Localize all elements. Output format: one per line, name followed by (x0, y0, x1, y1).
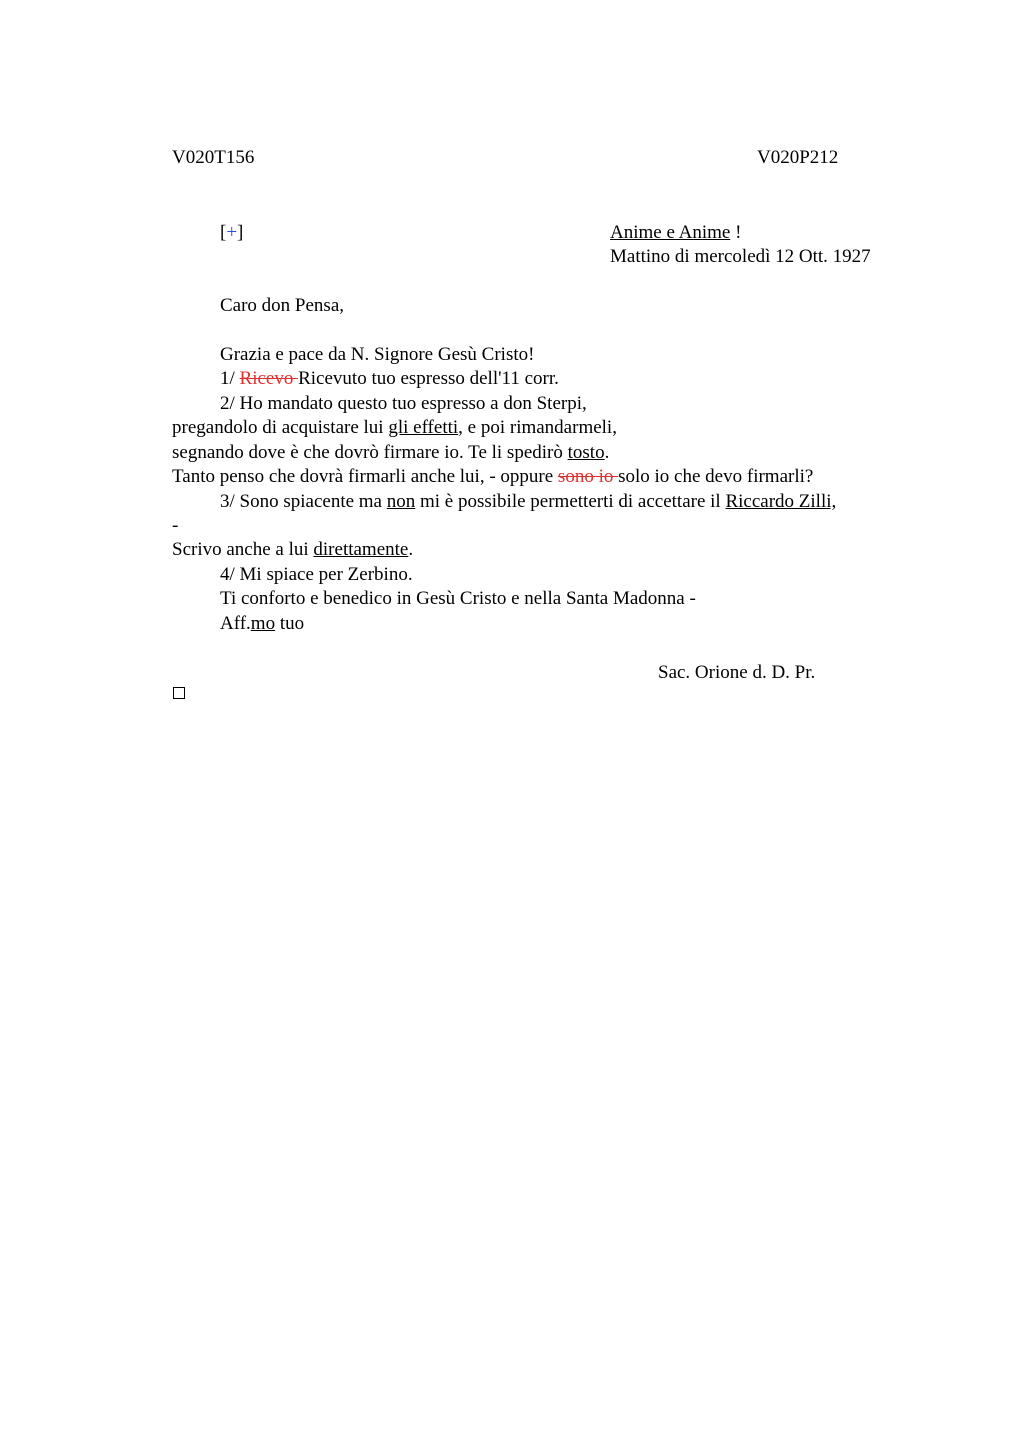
cross-marker (220, 221, 243, 245)
p2-line4-deleted-text: sono io (557, 466, 619, 487)
p3-pre: 3/ Sono spiacente ma (220, 491, 387, 512)
end-of-document-box-icon (173, 687, 185, 699)
paragraph-3-line-1 (220, 490, 836, 514)
cross-symbol: + (226, 222, 238, 243)
p2-line4-post: solo io che devo firmarli? (618, 466, 814, 487)
closing-aff-post: tuo (275, 613, 305, 634)
p2-line3-pre: segnando dove è che dovrò firmare io. Te li spedirò (172, 442, 568, 463)
header-left-code: V020T156 (172, 147, 255, 168)
p3-underlined-non: non (386, 491, 416, 512)
cross-close: ] (237, 222, 244, 243)
p1-deleted-text: Ricevo (239, 368, 299, 389)
p2-line3-underlined: tosto (567, 442, 605, 463)
closing-blessing: Ti conforto e benedico in Gesù Cristo e nella Santa Madonna - (220, 588, 696, 609)
p1-text: Ricevuto tuo espresso dell'11 corr. (298, 368, 559, 389)
paragraph-3-line-2 (172, 538, 413, 562)
header-right-code: V020P212 (757, 147, 839, 168)
closing-aff-pre: Aff. (220, 613, 251, 634)
p3-line2-underlined: direttamente (313, 539, 409, 560)
p2-line4-pre: Tanto penso che dovrà firmarli anche lui, - oppure (172, 466, 558, 487)
title-underlined: Anime e Anime (610, 222, 731, 243)
p1-number: 1/ (220, 368, 240, 389)
greeting: Grazia e pace da N. Signore Gesù Cristo! (220, 344, 535, 365)
title-suffix: ! (730, 222, 742, 243)
signature: Sac. Orione d. D. Pr. (658, 662, 816, 683)
p2-line2-underlined: gli effetti (388, 417, 459, 438)
paragraph-1 (220, 367, 559, 391)
letter-title (610, 221, 741, 245)
paragraph-3-dash: - (172, 515, 179, 536)
p2-line2-post: , e poi rimandarmeli, (458, 417, 617, 438)
paragraph-2-line-3 (172, 441, 609, 465)
closing-affectionate (220, 612, 304, 636)
closing-aff-underlined: mo (250, 613, 276, 634)
cross-open: [ (220, 222, 227, 243)
p2-line3-post: . (604, 442, 610, 463)
paragraph-4: 4/ Mi spiace per Zerbino. (220, 564, 413, 585)
salutation: Caro don Pensa, (220, 295, 345, 316)
paragraph-2-line-1: 2/ Ho mandato questo tuo espresso a don Sterpi, (220, 393, 587, 414)
p3-line2-post: . (408, 539, 414, 560)
paragraph-2-line-2 (172, 416, 617, 440)
p3-line2-pre: Scrivo anche a lui (172, 539, 314, 560)
p3-mid: mi è possibile permetterti di accettare il (415, 491, 726, 512)
p2-line2-pre: pregandolo di acquistare lui (172, 417, 389, 438)
date-line: Mattino di mercoledì 12 Ott. 1927 (610, 246, 871, 267)
p3-underlined-name: Riccardo Zilli, (725, 491, 837, 512)
paragraph-2-line-4 (172, 465, 813, 489)
